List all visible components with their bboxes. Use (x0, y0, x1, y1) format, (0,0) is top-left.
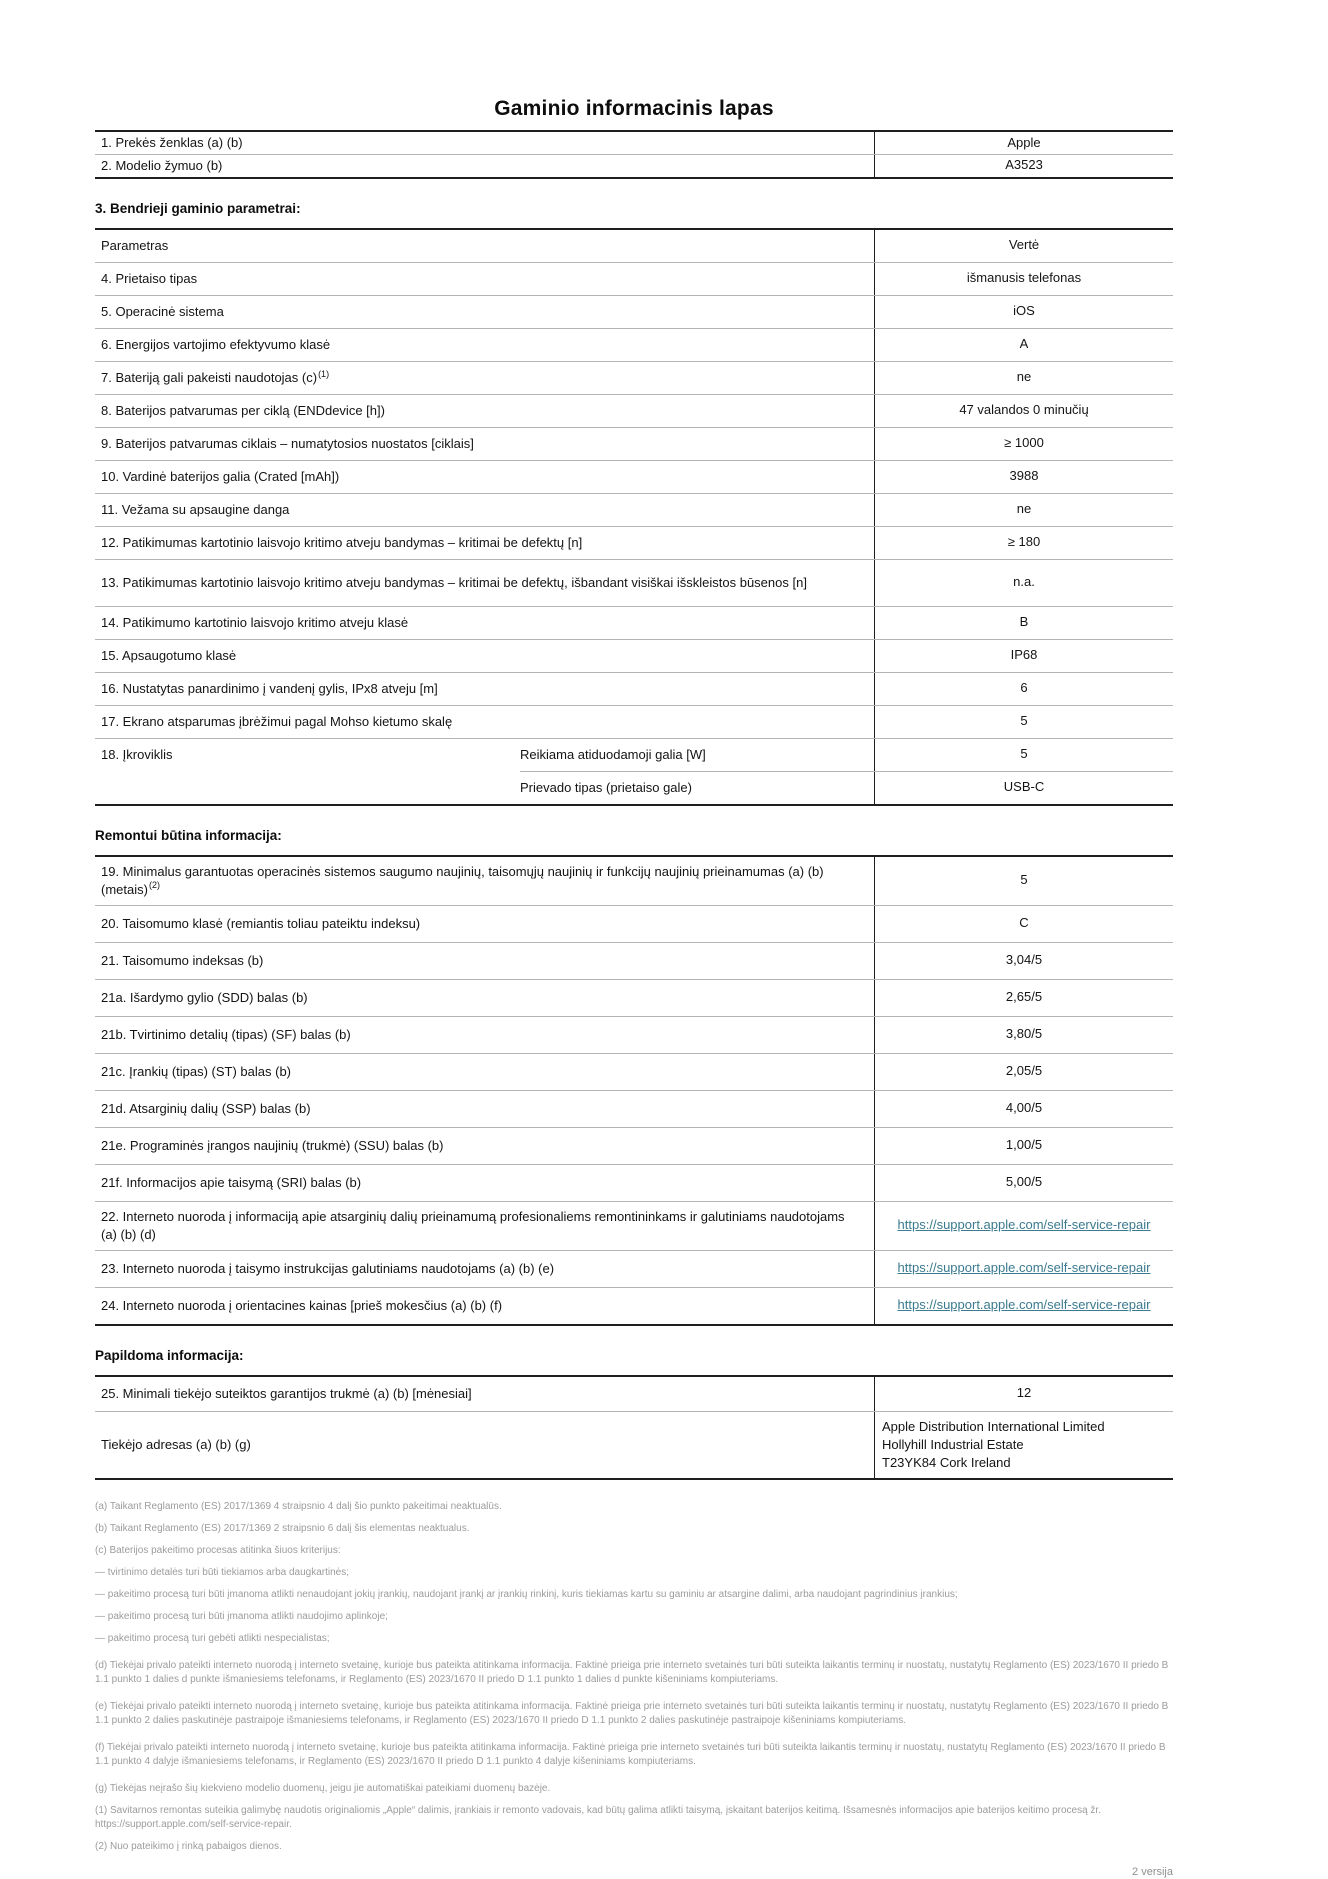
section-heading-additional: Papildoma informacija: (95, 1347, 244, 1363)
row-label: 21a. Išardymo gylio (SDD) balas (b) (101, 989, 308, 1005)
table-row (95, 942, 1173, 979)
row-value: 4,00/5 (874, 1091, 1173, 1127)
self-service-repair-link[interactable]: https://support.apple.com/self-service-repair (897, 1260, 1151, 1276)
row-value: 3,04/5 (874, 943, 1173, 979)
table-row (95, 672, 1173, 705)
row-label: 12. Patikimumas kartotinio laisvojo kritimo atveju bandymas – kritimai be defektų [n] (101, 534, 583, 550)
footnotes (95, 1500, 1173, 1854)
row-label: 21d. Atsarginių dalių (SSP) balas (b) (101, 1100, 311, 1116)
row-label: 13. Patikimumas kartotinio laisvojo kritimo atveju bandymas – kritimai be defektų, išbandant visiškai išskleistos būsenos [n] (101, 574, 807, 590)
general-parameters-table (95, 228, 1173, 806)
self-service-repair-link[interactable]: https://support.apple.com/self-service-repair (897, 1297, 1151, 1313)
section-heading-general: 3. Bendrieji gaminio parametrai: (95, 200, 301, 216)
table-row (95, 559, 1173, 606)
row-label: 16. Nustatytas panardinimo į vandenį gylis, IPx8 atveju [m] (101, 680, 438, 696)
footnote: — pakeitimo procesą turi būti įmanoma atlikti naudojimo aplinkoje; (95, 1610, 388, 1622)
row-value: ne (874, 494, 1173, 526)
supplier-address: Apple Distribution International Limited Hollyhill Industrial Estate T23YK84 Cork Ireland (874, 1412, 1173, 1478)
footnote: — tvirtinimo detalės turi būti tiekiamos arba daugkartinės; (95, 1566, 350, 1578)
table-row (520, 771, 1173, 804)
table-row (95, 262, 1173, 295)
table-row (95, 639, 1173, 672)
row-label: 21f. Informacijos apie taisymą (SRI) balas (b) (101, 1174, 362, 1190)
table-row (95, 1164, 1173, 1201)
row-label: 11. Vežama su apsaugine danga (101, 501, 290, 517)
row-value: iOS (874, 296, 1173, 328)
charger-row (95, 738, 1173, 804)
table-row (95, 1201, 1173, 1250)
row-label: 21c. Įrankių (tipas) (ST) balas (b) (101, 1063, 292, 1079)
row-label: 15. Apsaugotumo klasė (101, 647, 237, 663)
footnote: (1) Savitarnos remontas suteikia galimybę naudotis originaliomis „Apple“ dalimis, įrankiais ir remonto vadovais, kad būtų galima atlikti taisymą, įskaitant baterijos keitimą. Išsamesnės informacijos apie baterijos keitimo procesą žr. https://support.apple.com/self-service-repair. (95, 1804, 1101, 1830)
table-row (95, 1287, 1173, 1324)
section-heading-repair: Remontui būtina informacija: (95, 827, 282, 843)
footnote: — pakeitimo procesą turi būti įmanoma atlikti nenaudojant jokių įrankių, naudojant įrankį ar įrankių rinkinį, kuris tiekiamas kartu su gaminiu ar atsargine dalimi, arba naudojant pagrindinius įrankius; (95, 1588, 958, 1600)
row-label: Prievado tipas (prietaiso gale) (520, 780, 692, 796)
table-row (95, 295, 1173, 328)
table-row (95, 328, 1173, 361)
row-value: išmanusis telefonas (874, 263, 1173, 295)
row-label: 1. Prekės ženklas (a) (b) (101, 135, 243, 150)
row-value (874, 1251, 1173, 1287)
table-row (95, 154, 1173, 177)
row-label: 9. Baterijos patvarumas ciklais – numatytosios nuostatos [ciklais] (101, 435, 474, 451)
version-label: 2 versija (1132, 1865, 1173, 1878)
table-row (95, 1053, 1173, 1090)
row-value: IP68 (874, 640, 1173, 672)
charger-sub-table (520, 739, 1173, 804)
row-value: ne (874, 362, 1173, 394)
table-row (95, 526, 1173, 559)
column-header-value: Vertė (874, 230, 1173, 262)
row-value: 2,65/5 (874, 980, 1173, 1016)
column-header-parameter: Parametras (101, 237, 169, 253)
footnote: (b) Taikant Reglamento (ES) 2017/1369 2 straipsnio 6 dalį šis elementas neaktualus. (95, 1522, 470, 1534)
table-row (95, 1127, 1173, 1164)
table-header-row (95, 230, 1173, 262)
table-row (520, 739, 1173, 771)
row-value: 3,80/5 (874, 1017, 1173, 1053)
footnote: (d) Tiekėjai privalo pateikti interneto nuorodą į interneto svetainę, kurioje bus pateikta atitinkama informacija. Faktinė prieiga prie interneto svetainės turi būti suteikta laikantis terminų ir nuostatų, nustatytų Reglamento (ES) 2023/1670 II priedo B 1.1 punkto 1 dalies d punkte išmaniesiems telefonams, ir Reglamento (ES) 2023/1670 II priedo D 1.1 punkto 1 dalies d punkte kišeniniams kompiuteriams. (95, 1659, 1169, 1685)
footnote: (c) Baterijos pakeitimo procesas atitinka šiuos kriterijus: (95, 1544, 341, 1556)
sheet-content (95, 0, 1173, 1878)
row-value (874, 1288, 1173, 1324)
row-value: 6 (874, 673, 1173, 705)
row-value: 1,00/5 (874, 1128, 1173, 1164)
table-row (95, 1250, 1173, 1287)
table-row (95, 132, 1173, 154)
row-label: 21e. Programinės įrangos naujinių (trukmė) (SSU) balas (b) (101, 1137, 444, 1153)
table-row (95, 905, 1173, 942)
table-row (95, 857, 1173, 905)
footnote: (e) Tiekėjai privalo pateikti interneto nuorodą į interneto svetainę, kurioje bus pateikta atitinkama informacija. Faktinė prieiga prie interneto svetainės turi būti suteikta laikantis terminų ir nuostatų, nustatytų Reglamento (ES) 2023/1670 II priedo B 1.1 punkto 2 dalies paskutinėje pastraipoje išmaniesiems telefonams, ir Reglamento (ES) 2023/1670 II priedo D 1.1 punkto 2 dalies paskutinėje pastraipoje kišeniniams kompiuteriams. (95, 1700, 1169, 1726)
row-label: 21b. Tvirtinimo detalių (tipas) (SF) balas (b) (101, 1026, 351, 1042)
row-label: 6. Energijos vartojimo efektyvumo klasė (101, 336, 331, 352)
row-value: ≥ 180 (874, 527, 1173, 559)
row-label: 23. Interneto nuoroda į taisymo instrukcijas galutiniams naudotojams (a) (b) (e) (101, 1260, 555, 1276)
row-label: 2. Modelio žymuo (b) (101, 157, 223, 173)
row-label: 24. Interneto nuoroda į orientacines kainas [prieš mokesčius (a) (b) (f) (101, 1297, 503, 1313)
identification-table (95, 130, 1173, 179)
page-title: Gaminio informacinis lapas (494, 97, 774, 120)
footnote: (2) Nuo pateikimo į rinką pabaigos dienos. (95, 1840, 282, 1852)
table-row (95, 427, 1173, 460)
row-label: 4. Prietaiso tipas (101, 270, 198, 286)
row-value: C (874, 906, 1173, 942)
table-row (95, 394, 1173, 427)
additional-info-table (95, 1375, 1173, 1480)
row-label: 14. Patikimumo kartotinio laisvojo kritimo atveju klasė (101, 614, 409, 630)
footnote: (f) Tiekėjai privalo pateikti interneto nuorodą į interneto svetainę, kurioje bus pateikta atitinkama informacija. Faktinė prieiga prie interneto svetainės turi būti suteikta laikantis terminų ir nuostatų, nustatytų Reglamento (ES) 2023/1670 II priedo B 1.1 punkto 4 dalyje išmaniesiems telefonams, ir Reglamento (ES) 2023/1670 II priedo D 1.1 punkto 4 dalyje kišeniniams kompiuteriams. (95, 1741, 1166, 1767)
row-value: 3988 (874, 461, 1173, 493)
row-label: 18. Įkroviklis (101, 746, 173, 762)
row-label: 10. Vardinė baterijos galia (Crated [mAh]) (101, 468, 340, 484)
table-row (95, 705, 1173, 738)
row-value: USB-C (874, 772, 1173, 804)
row-label: Reikiama atiduodamoji galia [W] (520, 747, 706, 763)
table-row (95, 979, 1173, 1016)
row-label: Tiekėjo adresas (a) (b) (g) (101, 1436, 251, 1452)
row-value: 5 (874, 706, 1173, 738)
row-value: 5,00/5 (874, 1165, 1173, 1201)
row-label: 8. Baterijos patvarumas per ciklą (ENDdevice [h]) (101, 402, 385, 418)
repair-info-table (95, 855, 1173, 1326)
row-label: 5. Operacinė sistema (101, 303, 224, 319)
table-row (95, 606, 1173, 639)
self-service-repair-link[interactable]: https://support.apple.com/self-service-repair (897, 1217, 1151, 1233)
row-value: B (874, 607, 1173, 639)
supplier-row (95, 1411, 1173, 1478)
row-label: 25. Minimali tiekėjo suteiktos garantijos trukmė (a) (b) [mėnesiai] (101, 1385, 472, 1401)
row-value: n.a. (874, 560, 1173, 606)
row-value (874, 1202, 1173, 1250)
row-value: 12 (874, 1377, 1173, 1411)
table-row (95, 1090, 1173, 1127)
table-row (95, 1016, 1173, 1053)
footnote: (a) Taikant Reglamento (ES) 2017/1369 4 straipsnio 4 dalį šio punkto pakeitimai neaktualūs. (95, 1500, 502, 1512)
table-row (95, 361, 1173, 394)
row-label: 7. Bateriją gali pakeisti naudotojas $(c)^{(1)}$ (101, 368, 330, 385)
row-value: Apple (874, 132, 1173, 154)
row-value: ≥ 1000 (874, 428, 1173, 460)
table-row (95, 493, 1173, 526)
row-label: 17. Ekrano atsparumas įbrėžimui pagal Mohso kietumo skalę (101, 713, 453, 729)
row-label: 19. Minimalus garantuotas operacinės sistemos saugumo naujinių, taisomųjų naujinių ir funkcijų naujinių prieinamumas (a) (b) (metais)$^{(2)}$ (101, 863, 824, 897)
row-label: 22. Interneto nuoroda į informaciją apie atsarginių dalių prieinamumą profesionaliems remontininkams ir galutiniams naudotojams (a) (b) (d) (101, 1208, 845, 1242)
row-value: 47 valandos 0 minučių (874, 395, 1173, 427)
table-row (95, 460, 1173, 493)
row-value: 5 (874, 857, 1173, 905)
row-value: A (874, 329, 1173, 361)
row-value: 5 (874, 739, 1173, 771)
footnote: — pakeitimo procesą turi gebėti atlikti nespecialistas; (95, 1632, 330, 1644)
row-label: 20. Taisomumo klasė (remiantis toliau pateiktu indeksu) (101, 915, 421, 931)
row-value: 2,05/5 (874, 1054, 1173, 1090)
row-value: A3523 (874, 155, 1173, 177)
row-label: 21. Taisomumo indeksas (b) (101, 952, 264, 968)
footnote: (g) Tiekėjas neįrašo šių kiekvieno modelio duomenų, jeigu jie automatiškai pateikiami duomenų bazėje. (95, 1782, 551, 1794)
table-row (95, 1377, 1173, 1411)
